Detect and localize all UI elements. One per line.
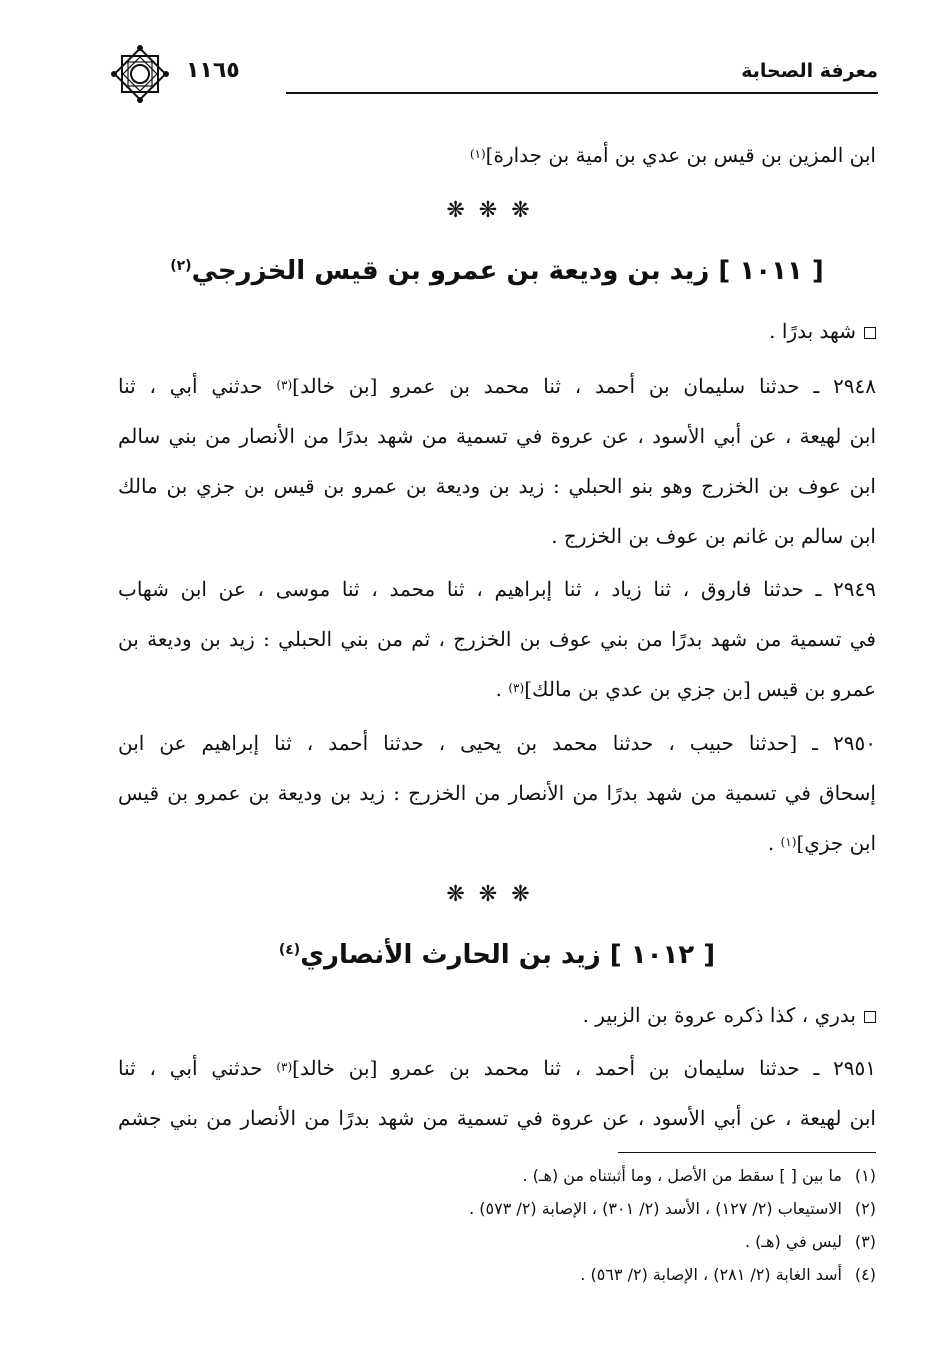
footnote-rule	[618, 1152, 876, 1153]
square-bullet-icon	[864, 327, 876, 339]
footnote-ref: (٣)	[276, 1060, 293, 1074]
section-separator: ❋❋❋	[446, 882, 544, 907]
square-bullet-icon	[864, 1011, 876, 1023]
hadith-line: ابن لهيعة ، عن أبي الأسود ، عن عروة في تسمية من شهد بدرًا من الأنصار من بني جشم	[118, 1106, 876, 1130]
hadith-line: ٢٩٤٩ ـ حدثنا فاروق ، ثنا زياد ، ثنا إبراهيم ، ثنا محمد ، ثنا موسى ، عن ابن شهاب	[118, 577, 876, 601]
footnote-ref: (٢)	[170, 258, 192, 274]
section-separator: ❋❋❋	[446, 198, 544, 223]
header-rule	[286, 92, 878, 94]
footnote: (٤)أسد الغابة (٢/ ٢٨١) ، الإصابة (٢/ ٥٦٣) .	[580, 1265, 876, 1284]
entry-heading: [ ١٠١١ ] زيد بن وديعة بن عمرو بن قيس الخزرجي$^{(٢)}$	[170, 256, 824, 286]
hadith-line: ابن عوف بن الخزرج وهو بنو الحبلي : زيد بن وديعة بن عمرو بن قيس بن جزي بن مالك	[118, 474, 876, 498]
hadith-line: ابن جزي]$^{(١)}$ .	[767, 831, 876, 855]
summary-line: بدري ، كذا ذكره عروة بن الزبير .	[118, 1003, 876, 1027]
footnote-ref: (٣)	[508, 681, 525, 695]
hadith-line: ٢٩٥١ ـ حدثنا سليمان بن أحمد ، ثنا محمد بن عمرو [بن خالد]$^{(٣)}$ حدثني أبي ، ثنا	[118, 1056, 876, 1080]
summary-line: شهد بدرًا .	[118, 319, 876, 343]
footnote-ref: (٣)	[276, 378, 293, 392]
hadith-line: ٢٩٥٠ ـ [حدثنا حبيب ، حدثنا محمد بن يحيى ، حدثنا أحمد ، ثنا إبراهيم عن ابن	[118, 731, 876, 755]
hadith-line: ابن لهيعة ، عن أبي الأسود ، عن عروة في تسمية من شهد بدرًا من الأنصار من بني سالم	[118, 424, 876, 448]
hadith-line: في تسمية من شهد بدرًا من بني عوف بن الخزرج ، ثم من بني الحبلي : زيد بن وديعة بن	[118, 627, 876, 651]
hadith-line: ٢٩٤٨ ـ حدثنا سليمان بن أحمد ، ثنا محمد بن عمرو [بن خالد]$^{(٣)}$ حدثني أبي ، ثنا	[118, 374, 876, 398]
hadith-line: ابن سالم بن غانم بن عوف بن الخزرج .	[551, 524, 876, 548]
hadith-line: عمرو بن قيس [بن جزي بن عدي بن مالك]$^{(٣)}$ .	[495, 677, 876, 701]
text-line: ابن المزين بن قيس بن عدي بن أمية بن جدارة]$^{(١)}$	[469, 143, 876, 167]
footnote-ref: (٤)	[278, 942, 301, 958]
footnote-ref: (١)	[780, 835, 797, 849]
footnote: (٣)ليس في (هـ) .	[744, 1232, 876, 1251]
hadith-line: إسحاق في تسمية من شهد بدرًا من الأنصار من الخزرج : زيد بن وديعة بن عمرو بن قيس	[118, 781, 876, 805]
page-number: ١١٦٥	[186, 58, 240, 83]
book-title: معرفة الصحابة	[741, 60, 878, 82]
footnote: (٢)الاستيعاب (٢/ ١٢٧) ، الأسد (٢/ ٣٠١) ، الإصابة (٢/ ٥٧٣) .	[469, 1199, 876, 1218]
ornament-icon	[108, 42, 172, 106]
footnote: (١)ما بين [ ] سقط من الأصل ، وما أثبتناه من (هـ) .	[522, 1166, 876, 1185]
footnote-ref: (١)	[469, 147, 486, 161]
page-header	[108, 52, 878, 96]
entry-heading: [ ١٠١٢ ] زيد بن الحارث الأنصاري$^{(٤)}$	[278, 940, 716, 970]
